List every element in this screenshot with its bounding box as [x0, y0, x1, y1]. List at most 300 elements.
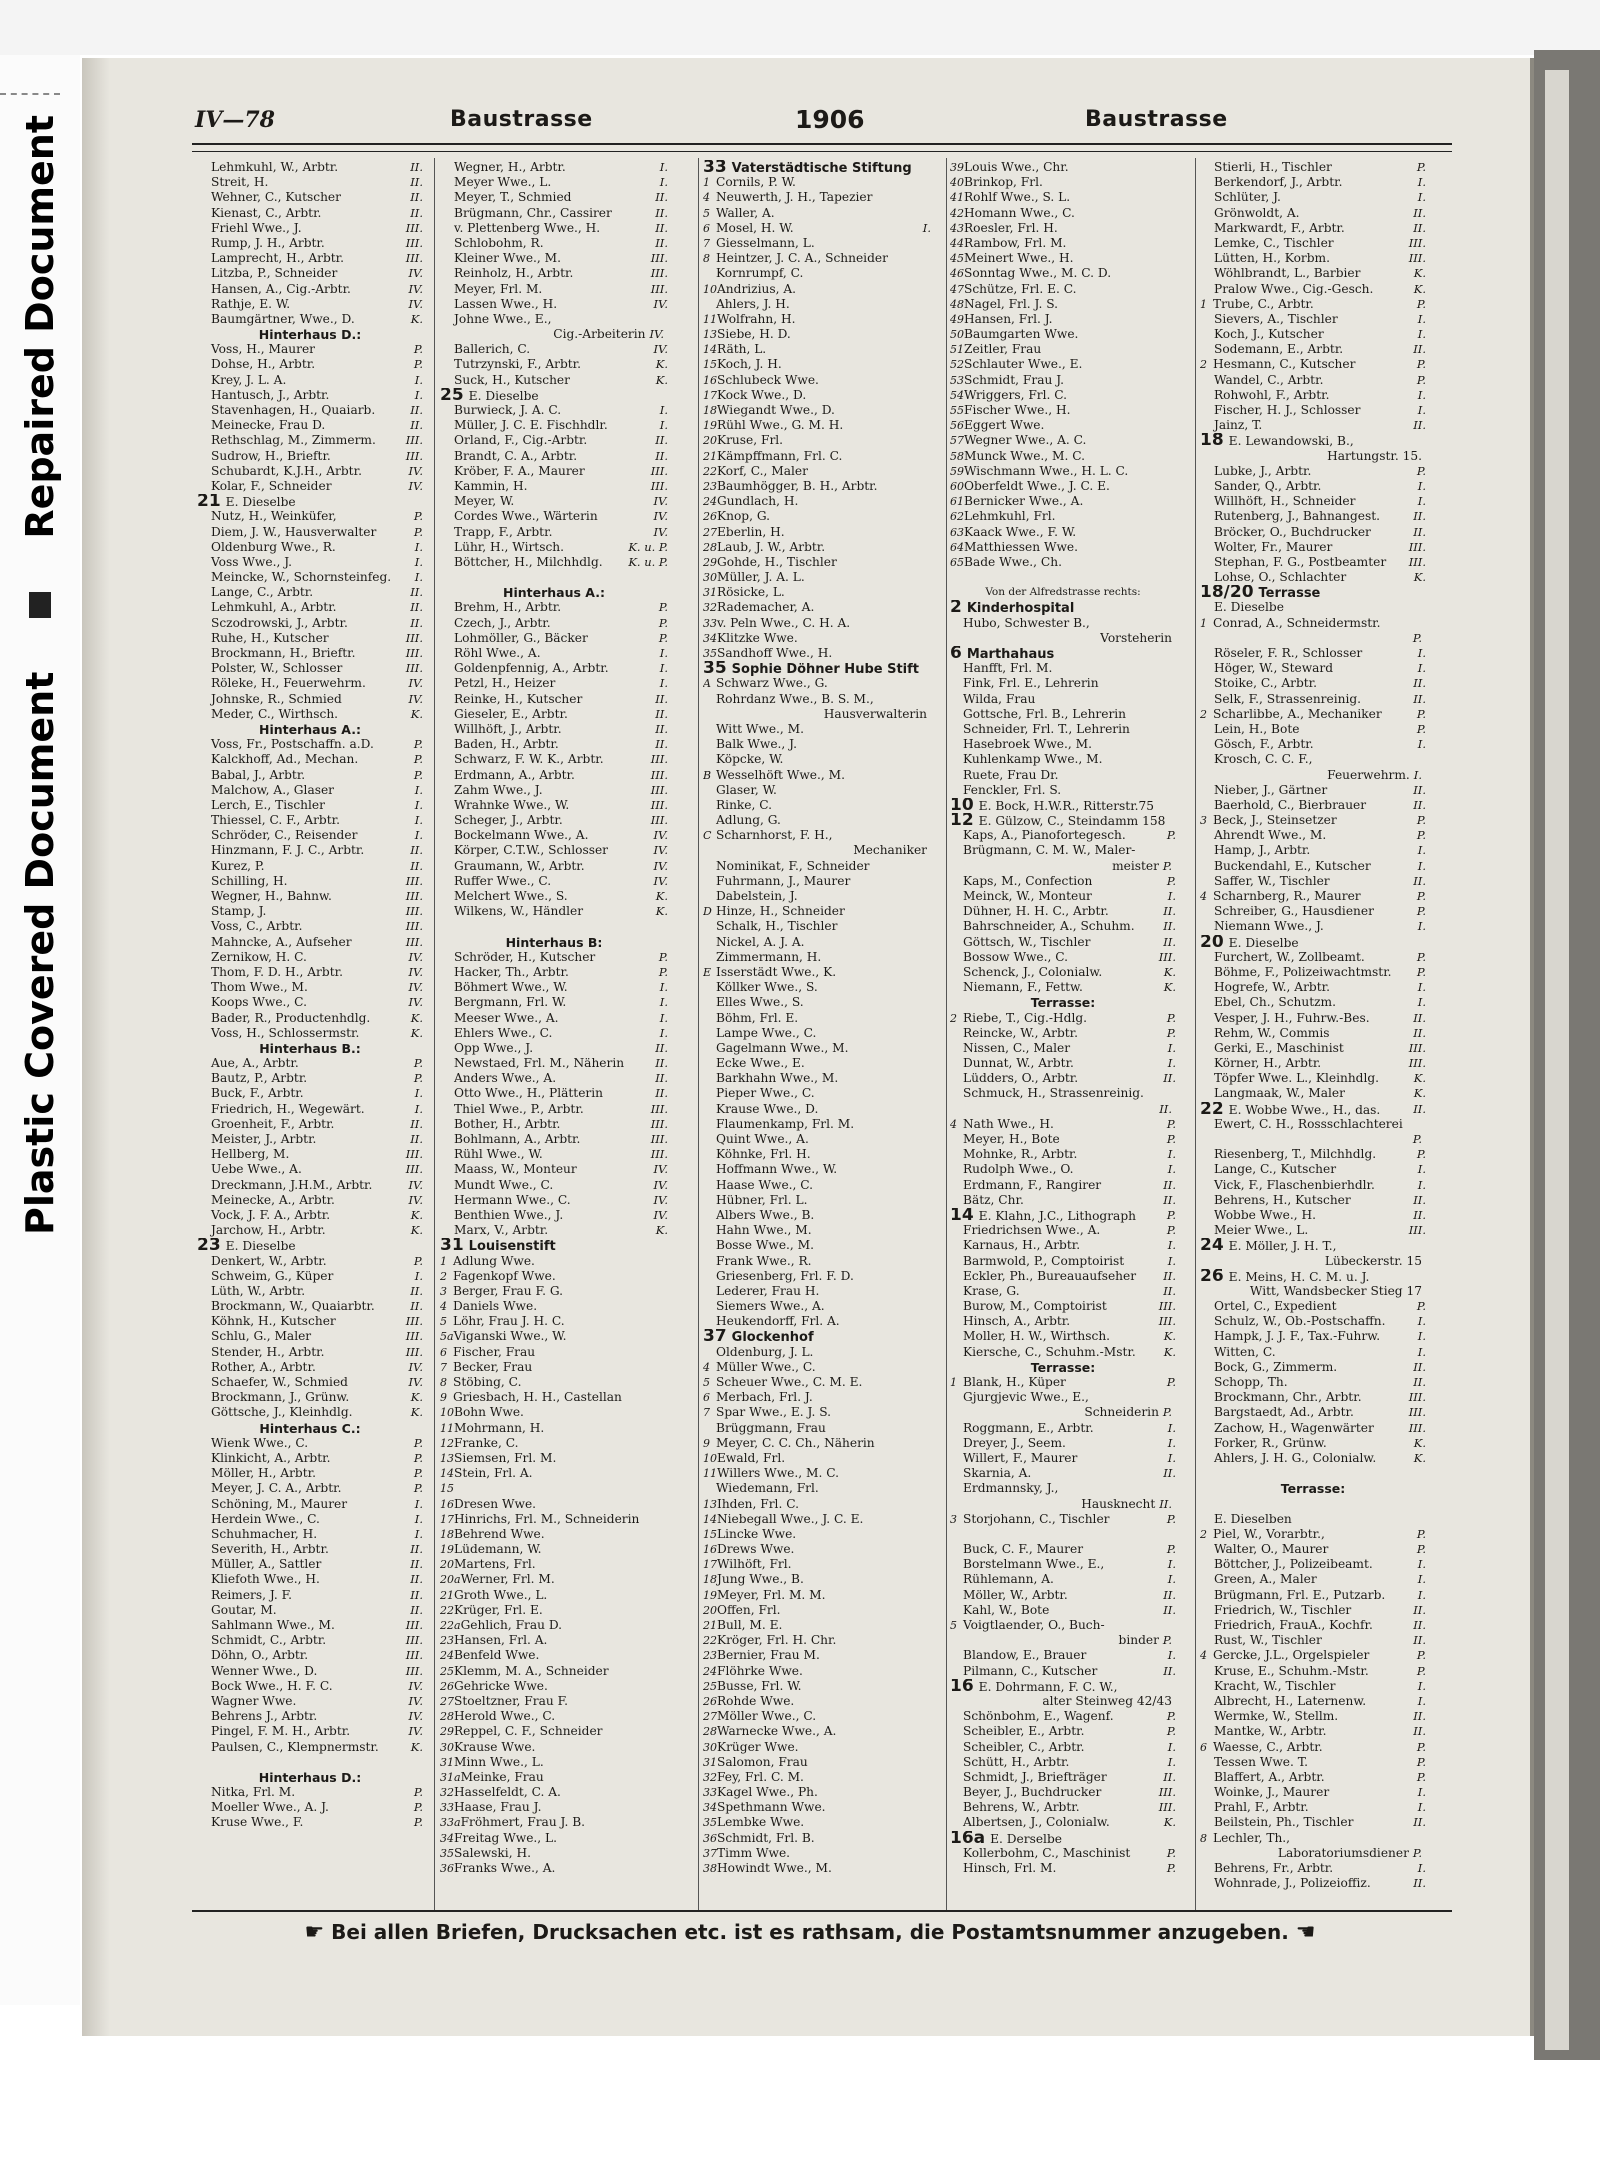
resident-entry [197, 1648, 423, 1663]
resident-name: Scheibler, C., Arbtr. [963, 1739, 1085, 1754]
resident-name: Kammin, H. [454, 478, 528, 493]
resident-entry [197, 1102, 423, 1117]
spacer [1200, 1466, 1426, 1481]
floor-tag: III. [650, 752, 668, 767]
resident-name: Lüdders, O., Arbtr. [963, 1071, 1079, 1086]
floor-tag: IV. [653, 342, 668, 357]
house-number: 26 [1200, 1268, 1224, 1284]
resident-name: Rust, W., Tischler [1214, 1633, 1322, 1648]
resident-name: Gjurgjevic Wwe., E., [963, 1390, 1089, 1405]
floor-tag: II. [1413, 1633, 1426, 1648]
resident-name: Griesenberg, Frl. F. D. [716, 1268, 854, 1283]
resident-name: Becker, Frau [453, 1359, 533, 1374]
resident-name: Dreckmann, J.H.M., Arbtr. [211, 1177, 373, 1192]
column-divider [698, 158, 699, 1910]
resident-name: Blaffert, A., Arbtr. [1214, 1769, 1325, 1784]
resident-name: Conrad, A., Schneidermstr. [1213, 615, 1381, 630]
resident-name: Kolar, F., Schneider [211, 478, 332, 493]
entry-continuation [950, 1694, 1176, 1709]
resident-name: Krause Wwe., D. [716, 1101, 819, 1116]
resident-name: Mosel, H. W. [716, 220, 794, 235]
resident-entry [950, 266, 1176, 281]
resident-name: Eggert Wwe. [964, 418, 1045, 433]
floor-tag: P. [1416, 1739, 1426, 1754]
resident-name: Brügmann, Frl. E., Putzarb. [1214, 1587, 1386, 1602]
house-number: 33 [703, 160, 727, 176]
resident-entry [703, 1208, 931, 1223]
floor-tag: II. [1159, 1496, 1172, 1511]
floor-tag: IV. [408, 964, 423, 979]
resident-entry [950, 722, 1176, 737]
resident-name: Schmidt, Frau J. [964, 372, 1065, 387]
resident-name: Müller, J. C. E. Fischhdlr. [454, 418, 608, 433]
dashed-mark [0, 93, 60, 95]
resident-name: Schulz, W., Ob.-Postschaffn. [1214, 1314, 1386, 1329]
resident-entry [950, 616, 1176, 631]
resident-entry [440, 221, 668, 236]
house-number: 18 [1200, 433, 1224, 449]
resident-entry [440, 464, 668, 479]
resident-entry [197, 600, 423, 615]
resident-name: Salomon, Frau [717, 1754, 808, 1769]
resident-name: Berger, Frau F. G. [453, 1283, 563, 1298]
unit-number: 39 [950, 161, 964, 174]
resident-entry [703, 1694, 931, 1709]
entry-text: Laboratoriumsdiener [1277, 1845, 1409, 1860]
entry-continuation [1200, 449, 1426, 464]
resident-name: Moller, H. W., Wirthsch. [963, 1329, 1111, 1344]
floor-tag: P. [1416, 1299, 1426, 1314]
resident-entry [950, 1421, 1176, 1436]
resident-name: Schröder, H., Kutscher [454, 949, 596, 964]
resident-entry [440, 1436, 668, 1451]
resident-entry [950, 1770, 1176, 1785]
resident-entry [703, 1026, 931, 1041]
resident-name: Böttcher, J., Polizeibeamt. [1214, 1557, 1373, 1572]
resident-entry [703, 1436, 931, 1451]
floor-tag: P. [413, 1466, 423, 1481]
floor-tag: IV. [408, 1375, 423, 1389]
floor-tag: III. [650, 281, 668, 296]
resident-entry [950, 494, 1176, 509]
unit-number: 26 [703, 510, 717, 524]
floor-tag: I. [1167, 1040, 1176, 1055]
resident-name: Schneider, Frl. T., Lehrerin [963, 721, 1130, 736]
unit-number: 14 [703, 1512, 717, 1526]
resident-entry [197, 1405, 423, 1420]
unit-number: 38 [703, 1862, 717, 1875]
resident-entry [950, 1618, 1176, 1633]
unit-number: 33 [440, 1801, 454, 1815]
floor-tag: II. [1163, 1602, 1176, 1617]
floor-tag: III. [405, 1314, 423, 1329]
resident-entry [950, 282, 1176, 297]
floor-tag: II. [1413, 1192, 1426, 1207]
resident-entry [197, 813, 423, 828]
floor-tag: I. [659, 661, 668, 676]
resident-entry [197, 676, 423, 691]
unit-number: 18 [703, 404, 717, 417]
floor-tag: I. [1417, 190, 1426, 205]
resident-name: Körper, C.T.W., Schlosser [454, 843, 608, 858]
resident-name: Gohde, H., Tischler [717, 554, 837, 569]
resident-entry [1200, 919, 1426, 934]
resident-entry [440, 1208, 668, 1223]
unit-number: 8 [440, 1376, 447, 1389]
resident-entry [1200, 707, 1426, 722]
resident-entry [197, 1557, 423, 1572]
resident-entry [440, 1740, 668, 1755]
resident-entry [440, 1314, 668, 1329]
floor-tag: IV. [408, 949, 423, 964]
resident-entry [197, 1132, 423, 1147]
resident-entry [197, 509, 423, 524]
resident-name: Mohnke, R., Arbtr. [963, 1147, 1078, 1162]
resident-entry [197, 859, 423, 874]
resident-entry [440, 1056, 668, 1071]
resident-name: Bade Wwe., Ch. [964, 554, 1062, 569]
resident-entry [440, 676, 668, 691]
unit-number: E [703, 965, 712, 979]
resident-entry [440, 904, 668, 919]
floor-tag: III. [1408, 1405, 1426, 1420]
resident-entry [1200, 1679, 1426, 1694]
resident-name: Wrahnke Wwe., W. [454, 797, 570, 812]
resident-entry [1200, 798, 1426, 813]
entry-continuation [1200, 1132, 1426, 1147]
resident-entry [950, 661, 1176, 676]
resident-name: Lubke, J., Arbtr. [1214, 463, 1312, 478]
header-rule-top [192, 143, 1452, 145]
resident-entry [197, 388, 423, 403]
entry-continuation [950, 859, 1176, 874]
unit-number: 32 [703, 1770, 717, 1784]
resident-entry [1200, 1512, 1426, 1527]
resident-name: Markwardt, F., Arbtr. [1214, 220, 1345, 235]
resident-name: Ewert, C. H., Rossschlachterei [1214, 1116, 1403, 1131]
resident-name: Wilda, Frau [963, 691, 1036, 706]
house-number: 12 [950, 813, 974, 829]
resident-entry [197, 1208, 423, 1223]
floor-tag: K. [1413, 1086, 1426, 1101]
resident-name: Köhnke, Frl. H. [716, 1147, 811, 1162]
resident-name: Herold Wwe., C. [454, 1709, 556, 1724]
unit-number: 48 [950, 297, 964, 311]
floor-tag: IV. [408, 1709, 423, 1724]
floor-tag: P. [413, 1253, 423, 1268]
resident-entry [950, 206, 1176, 221]
separator-mark [29, 592, 51, 618]
resident-entry [703, 1664, 931, 1679]
resident-name: Brügmann, Chr., Cassirer [454, 205, 612, 220]
resident-entry [950, 1345, 1176, 1360]
resident-name: Fischer Wwe., H. [964, 403, 1071, 417]
resident-entry [950, 768, 1176, 783]
unit-number: 31 [440, 1755, 454, 1769]
resident-name: Jarchow, H., Arbtr. [211, 1223, 326, 1238]
unit-number: 30 [440, 1740, 454, 1754]
resident-name: Schmidt, J., Briefträger [963, 1769, 1107, 1784]
floor-tag: I. [659, 418, 668, 433]
resident-name: Meder, C., Wirthsch. [211, 706, 339, 721]
resident-entry [703, 1421, 931, 1436]
floor-tag: I. [659, 995, 668, 1010]
resident-name: Rohwohl, F., Arbtr. [1214, 387, 1330, 402]
floor-tag: IV. [408, 1177, 423, 1192]
resident-name: Erdmann, A., Arbtr. [454, 767, 575, 782]
resident-entry [1200, 388, 1426, 403]
resident-name: Skarnia, A. [963, 1466, 1032, 1481]
unit-number: 6 [440, 1345, 447, 1359]
unit-number: 4 [440, 1300, 447, 1314]
resident-entry [1200, 297, 1426, 312]
resident-entry [950, 783, 1176, 798]
resident-entry [197, 1147, 423, 1162]
floor-tag: III. [650, 767, 668, 782]
resident-entry [950, 692, 1176, 707]
unit-number: 4 [703, 1360, 710, 1374]
resident-entry [197, 843, 423, 858]
resident-entry [950, 843, 1176, 858]
resident-name: Albertsen, J., Colonialw. [963, 1815, 1110, 1830]
floor-tag: IV. [653, 1162, 668, 1177]
resident-name: Brockmann, W., Quaiarbtr. [211, 1299, 375, 1314]
resident-name: Müller, A., Sattler [211, 1557, 322, 1572]
floor-tag: I. [1167, 1557, 1176, 1572]
unit-number: 35 [440, 1846, 454, 1860]
unit-number: 5 [440, 1315, 447, 1329]
resident-name: Hesmann, C., Kutscher [1213, 357, 1356, 372]
resident-entry [950, 1800, 1176, 1815]
resident-entry [440, 1375, 668, 1390]
floor-tag: III. [405, 904, 423, 919]
unit-number: 54 [950, 388, 964, 402]
resident-name: Dabelstein, J. [716, 889, 798, 903]
resident-name: Dohse, H., Arbtr. [211, 357, 316, 372]
resident-name: Bossow Wwe., C. [963, 949, 1069, 964]
column-2 [440, 160, 668, 1876]
entry-text: Hausverwalterin [823, 706, 927, 721]
resident-entry [950, 904, 1176, 919]
unit-number: 46 [950, 267, 964, 281]
resident-name: Woinke, J., Maurer [1214, 1785, 1330, 1800]
resident-name: Tutrzynski, F., Arbtr. [454, 357, 582, 372]
resident-name: Gagelmann Wwe., M. [716, 1040, 849, 1055]
resident-entry [703, 813, 931, 828]
resident-name: Möller, H., Arbtr. [211, 1466, 316, 1481]
floor-tag: K. [1163, 964, 1176, 979]
floor-tag: P. [1416, 1648, 1426, 1663]
resident-name: Meinke, Frau [460, 1769, 544, 1784]
resident-name: Meyer Wwe., L. [454, 175, 552, 190]
resident-name: Ecke Wwe., E. [716, 1056, 805, 1071]
floor-tag: I. [1417, 1587, 1426, 1602]
resident-entry [950, 1026, 1176, 1041]
floor-tag: P. [413, 1056, 423, 1071]
resident-entry [950, 1299, 1176, 1314]
house-number-heading [1200, 585, 1426, 600]
unit-number: 1 [440, 1254, 447, 1268]
floor-tag: II. [1163, 1587, 1176, 1602]
resident-entry [440, 1147, 668, 1162]
resident-name: Andrizius, A. [717, 281, 797, 296]
resident-entry [1200, 676, 1426, 691]
resident-name: Schopp, Th. [1214, 1375, 1288, 1389]
resident-entry [197, 1709, 423, 1724]
resident-entry [703, 600, 931, 615]
resident-entry [440, 1223, 668, 1238]
floor-tag: I. [1417, 1785, 1426, 1800]
resident-entry [1200, 494, 1426, 509]
resident-entry [197, 1284, 423, 1299]
resident-entry [950, 1603, 1176, 1618]
floor-tag: IV. [408, 1359, 423, 1374]
resident-name: Wegner, H., Bahnw. [211, 889, 332, 903]
resident-entry [703, 327, 931, 342]
resident-entry [950, 1709, 1176, 1724]
floor-tag: K. [410, 311, 423, 326]
resident-name: Benthien Wwe., J. [454, 1207, 564, 1222]
resident-entry [703, 1633, 931, 1648]
unit-number: 20 [703, 1603, 717, 1617]
resident-name: Reppel, C. F., Schneider [454, 1724, 603, 1739]
resident-entry [440, 1481, 668, 1496]
resident-name: Krause Wwe. [454, 1739, 536, 1754]
floor-tag: P. [658, 964, 668, 979]
resident-name: Ruhe, H., Kutscher [211, 630, 329, 645]
resident-name: Giesselmann, L. [716, 235, 815, 250]
resident-name: Thiel Wwe., P., Arbtr. [454, 1101, 584, 1116]
floor-tag: I. [414, 1511, 423, 1526]
resident-name: Barmwold, P., Comptoirist [963, 1253, 1125, 1268]
resident-name: Albers Wwe., B. [716, 1207, 815, 1222]
resident-name: Dühner, H. H. C., Arbtr. [963, 904, 1109, 919]
unit-number: 13 [440, 1451, 454, 1465]
floor-tag: K. [410, 1405, 423, 1420]
resident-name: Suck, H., Kutscher [454, 372, 570, 387]
resident-entry [440, 1254, 668, 1269]
unit-number: 28 [703, 540, 717, 554]
resident-name: Schütze, Frl. E. C. [964, 281, 1077, 296]
floor-tag: II. [1163, 1177, 1176, 1192]
floor-tag: III. [650, 478, 668, 493]
floor-tag: II. [655, 220, 668, 235]
resident-entry [1200, 1375, 1426, 1390]
resident-name: Neuwerth, J. H., Tapezier [716, 190, 873, 205]
resident-name: Bosse Wwe., M. [716, 1238, 815, 1253]
resident-entry [950, 1086, 1176, 1101]
resident-entry [703, 1147, 931, 1162]
resident-entry [197, 783, 423, 798]
resident-entry [197, 616, 423, 631]
footer-rule [192, 1910, 1452, 1912]
resident-name: Beilstein, Ph., Tischler [1214, 1815, 1354, 1830]
floor-tag: P. [413, 1435, 423, 1450]
resident-name: Pieper Wwe., C. [716, 1086, 815, 1101]
entry-text: alter Steinweg 42/43 [1042, 1693, 1172, 1708]
floor-tag: K. [1413, 570, 1426, 585]
resident-entry [1200, 1800, 1426, 1815]
resident-name: Rühl Wwe., W. [454, 1147, 543, 1162]
unit-number: 1 [703, 176, 710, 190]
floor-tag: P. [1416, 721, 1426, 736]
resident-name: Schlu, G., Maler [211, 1329, 312, 1344]
unit-number: 34 [703, 1801, 717, 1815]
resident-entry [197, 1117, 423, 1132]
resident-entry [950, 1846, 1176, 1861]
resident-entry [1200, 1086, 1426, 1101]
resident-name: Sodemann, E., Arbtr. [1214, 342, 1344, 357]
resident-name: Lemke, C., Tischler [1214, 235, 1334, 250]
resident-name: Meyer, Frl. M. M. [717, 1587, 826, 1602]
unit-number: 10 [703, 1451, 717, 1465]
floor-tag: IV. [408, 676, 423, 691]
resident-entry [197, 1360, 423, 1375]
section-heading: Hinterhaus A.: [259, 721, 361, 737]
resident-entry [197, 1603, 423, 1618]
unit-number: 33 [703, 1786, 717, 1800]
floor-tag: III. [405, 220, 423, 235]
resident-entry [440, 1390, 668, 1405]
floor-tag: I. [414, 570, 423, 585]
floor-tag: III. [405, 661, 423, 676]
floor-tag: K. u. P. [628, 554, 668, 569]
resident-name: Rambow, Frl. M. [964, 235, 1067, 250]
resident-name: Beck, J., Steinsetzer [1213, 813, 1337, 828]
resident-name: Riebe, T., Cig.-Hdlg. [963, 1010, 1088, 1025]
unit-number: 27 [440, 1694, 454, 1708]
resident-name: Paulsen, C., Klempnermstr. [211, 1739, 379, 1754]
floor-tag: II. [1413, 1815, 1426, 1830]
floor-tag: II. [1413, 676, 1426, 691]
resident-name: Göttsche, J., Kleinhdlg. [211, 1405, 353, 1420]
resident-entry [440, 1603, 668, 1618]
floor-tag: I. [1167, 1056, 1176, 1071]
resident-name: Wischmann Wwe., H. L. C. [964, 463, 1129, 478]
entry-text: Lübeckerstr. 15 [1324, 1253, 1422, 1268]
house-label: E. Derselbe [990, 1831, 1062, 1846]
resident-entry [1200, 1618, 1426, 1633]
resident-entry [703, 236, 931, 251]
resident-name: E. Dieselbe [1214, 600, 1284, 615]
resident-entry [197, 251, 423, 266]
resident-name: Möller, W., Arbtr. [963, 1587, 1068, 1602]
floor-tag: IV. [408, 1192, 423, 1207]
resident-entry [197, 631, 423, 646]
unit-number: 14 [440, 1467, 454, 1481]
resident-name: Schweim, G., Küper [211, 1268, 334, 1283]
resident-entry [703, 874, 931, 889]
unit-number: 4 [1200, 890, 1207, 903]
resident-entry [703, 206, 931, 221]
floor-tag: III. [1408, 235, 1426, 250]
resident-entry [950, 433, 1176, 448]
resident-name: Kleiner Wwe., M. [454, 251, 562, 266]
floor-tag: IV. [653, 828, 668, 843]
unit-number: 2 [440, 1269, 447, 1283]
resident-entry [1200, 509, 1426, 524]
resident-name: Nissen, C., Maler [963, 1040, 1071, 1055]
resident-name: Kock Wwe., D. [717, 387, 807, 402]
resident-name: Fröhmert, Frau J. B. [460, 1815, 586, 1830]
resident-entry [440, 1815, 668, 1830]
house-number: 21 [197, 494, 221, 510]
resident-name: Haase, Frau J. [454, 1800, 542, 1815]
unit-number: 4 [950, 1117, 957, 1131]
resident-entry [1200, 1345, 1426, 1360]
page-number: IV—78 [195, 107, 275, 133]
unit-number: 2 [1200, 707, 1207, 721]
